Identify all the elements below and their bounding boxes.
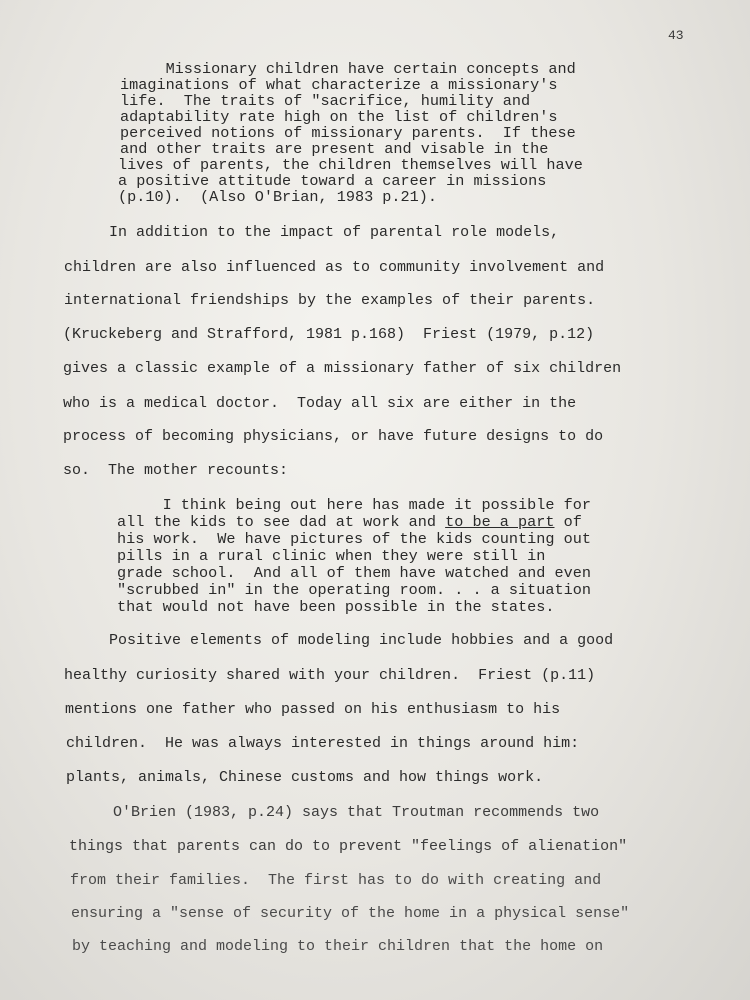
text-line: grade school. And all of them have watched and even (117, 564, 591, 582)
text-line: (p.10). (Also O'Brian, 1983 p.21). (118, 188, 437, 206)
text-line: international friendships by the examples of their parents. (64, 292, 596, 309)
text-line: plants, animals, Chinese customs and how things work. (66, 769, 544, 786)
text-line: imaginations of what characterize a missionary's (120, 76, 558, 94)
text-line: lives of parents, the children themselves will have (118, 156, 583, 174)
text-line: "scrubbed in" in the operating room. . . a situation (117, 581, 591, 599)
text-line: ensuring a "sense of security of the home in a physical sense" (71, 905, 630, 922)
text-line: Positive elements of modeling include hobbies and a good (64, 632, 614, 649)
text-line: that would not have been possible in the states. (117, 598, 555, 616)
text-line: I think being out here has made it possible for (117, 496, 591, 514)
text-line: children are also influenced as to community involvement and (64, 259, 605, 276)
text-line: In addition to the impact of parental role models, (64, 224, 560, 241)
underlined-phrase: to be a part (445, 513, 555, 531)
text-line: (Kruckeberg and Strafford, 1981 p.168) Friest (1979, p.12) (63, 326, 595, 343)
text-line: pills in a rural clinic when they were still in (117, 547, 546, 565)
text-line: his work. We have pictures of the kids counting out (117, 530, 591, 548)
text-line: from their families. The first has to do with creating and (70, 872, 602, 889)
text-line: gives a classic example of a missionary father of six children (63, 360, 622, 377)
text-line: perceived notions of missionary parents. If these (120, 124, 576, 142)
text-line: and other traits are present and visable in the (120, 140, 549, 158)
text-line: children. He was always interested in things around him: (66, 735, 580, 752)
page-number: 43 (668, 28, 684, 43)
text-line: things that parents can do to prevent "feelings of alienation" (69, 838, 628, 855)
text-line: who is a medical doctor. Today all six are either in the (63, 395, 577, 412)
text-line: by teaching and modeling to their children that the home on (72, 938, 604, 955)
text-line: adaptability rate high on the list of children's (120, 108, 558, 126)
text-line: O'Brien (1983, p.24) says that Troutman recommends two (68, 804, 600, 821)
text-line: healthy curiosity shared with your children. Friest (p.11) (64, 667, 596, 684)
text-segment: all the kids to see dad at work and (117, 513, 446, 531)
text-line: mentions one father who passed on his enthusiasm to his (65, 701, 561, 718)
text-line: process of becoming physicians, or have future designs to do (63, 428, 604, 445)
text-segment: of (554, 513, 582, 531)
text-line (117, 513, 582, 531)
text-line: a positive attitude toward a career in missions (118, 172, 547, 190)
text-line: Missionary children have certain concepts and (120, 60, 576, 78)
text-line: so. The mother recounts: (63, 462, 289, 479)
text-line: life. The traits of "sacrifice, humility and (120, 92, 531, 110)
